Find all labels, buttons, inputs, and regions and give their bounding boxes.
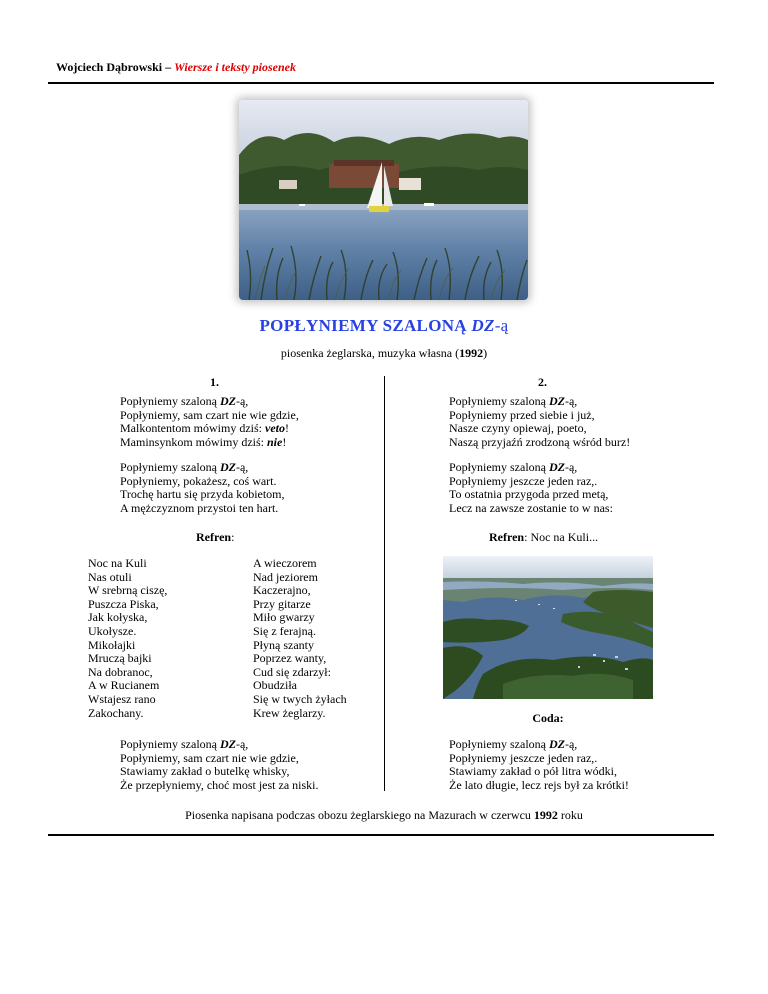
header-rule bbox=[48, 82, 714, 84]
lyric-line: Popłyniemy przed siebie i już, bbox=[449, 407, 595, 422]
title-suffix: -ą bbox=[494, 316, 509, 335]
column-divider bbox=[384, 376, 385, 791]
refrain-line: Płyną szanty bbox=[253, 637, 314, 652]
lyric-line: Popłyniemy szaloną DZ-ą, bbox=[449, 394, 578, 408]
title-main: POPŁYNIEMY SZALONĄ bbox=[259, 316, 472, 335]
lyric-line: Popłyniemy szaloną DZ-ą, bbox=[449, 737, 578, 751]
refrain-line: Krew żeglarzy. bbox=[253, 705, 326, 720]
lyric-line: To ostatnia przygoda przed metą, bbox=[449, 487, 609, 502]
header-author: Wojciech Dąbrowski – bbox=[56, 60, 175, 74]
refrain-line: Cud się zdarzył: bbox=[253, 664, 331, 679]
song-subtitle bbox=[0, 346, 768, 361]
verse-1-number: 1. bbox=[210, 375, 219, 389]
refrain-line: Obudziła bbox=[253, 678, 297, 693]
refrain-line: Zakochany. bbox=[88, 705, 144, 720]
coda-heading: Coda: bbox=[532, 711, 564, 725]
refrain-line: Noc na Kuli bbox=[88, 556, 147, 570]
footer-rule bbox=[48, 834, 714, 836]
song-title bbox=[0, 316, 768, 336]
footnote-suffix: roku bbox=[557, 808, 583, 822]
final-stanza-left bbox=[120, 738, 319, 792]
lyric-line: Maminsynkom mówimy dziś: nie! bbox=[120, 434, 287, 449]
lyric-line: Popłyniemy szaloną DZ-ą, bbox=[449, 460, 578, 474]
refrain-line: A w Rucianem bbox=[88, 678, 160, 693]
refrain-line: Puszcza Piska, bbox=[88, 596, 159, 611]
refrain-column-1 bbox=[88, 557, 167, 720]
subtitle-suffix: ) bbox=[483, 346, 488, 360]
lyric-line: Że lato długie, lecz rejs był za krótki! bbox=[449, 777, 629, 792]
refrain-line: Jak kołyska, bbox=[88, 610, 148, 625]
subtitle-year: 1992 bbox=[459, 346, 484, 360]
refrain-line: Mikołajki bbox=[88, 637, 136, 652]
verse-2-stanza-a bbox=[449, 395, 630, 449]
coda-stanza bbox=[449, 738, 629, 792]
refrain-line: Na dobranoc, bbox=[88, 664, 153, 679]
subtitle-prefix: piosenka żeglarska, muzyka własna ( bbox=[280, 346, 460, 360]
refrain-line: Przy gitarze bbox=[253, 596, 311, 611]
refrain-line: Ukołysze. bbox=[88, 623, 137, 638]
refrain-column-2 bbox=[253, 557, 347, 720]
refrain-line: Poprzez wanty, bbox=[253, 651, 327, 666]
lyric-line: Popłyniemy, sam czart nie wie gdzie, bbox=[120, 407, 299, 422]
lyric-line: Popłyniemy szaloną DZ-ą, bbox=[120, 460, 249, 474]
lyric-line: Nasze czyny opiewaj, poeto, bbox=[449, 421, 587, 436]
verse-2-stanza-b bbox=[449, 461, 613, 515]
lyric-line: Naszą przyjaźń zrodzoną wśród burz! bbox=[449, 434, 631, 449]
refrain-line: Się w twych żyłach bbox=[253, 691, 347, 706]
title-boat: DZ bbox=[471, 316, 495, 335]
lyric-line: Popłyniemy, pokażesz, coś wart. bbox=[120, 473, 277, 488]
refrain-line: Mruczą bajki bbox=[88, 651, 152, 666]
lyric-line: Trochę hartu się przyda kobietom, bbox=[120, 487, 285, 502]
footnote-text: Piosenka napisana podczas obozu żeglarskiego na Mazurach w czerwcu bbox=[185, 808, 534, 822]
refrain-heading-left: Refren: bbox=[196, 530, 235, 544]
lyric-line: Lecz na zawsze zostanie to w nas: bbox=[449, 500, 613, 515]
refrain-heading-right: Refren: Noc na Kuli... bbox=[489, 530, 599, 544]
page-header bbox=[56, 60, 296, 75]
verse-1-stanza-a bbox=[120, 395, 299, 449]
lyric-line: Popłyniemy jeszcze jeden raz,. bbox=[449, 750, 598, 765]
refrain-line: A wieczorem bbox=[253, 556, 317, 570]
verse-1-stanza-b bbox=[120, 461, 285, 515]
lyric-line: Popłyniemy szaloną DZ-ą, bbox=[120, 394, 249, 408]
lyric-line: Popłyniemy szaloną DZ-ą, bbox=[120, 737, 249, 751]
lyric-line: Stawiamy zakład o butelkę whisky, bbox=[120, 764, 290, 779]
footnote-year: 1992 bbox=[533, 808, 558, 822]
refrain-line: Wstajesz rano bbox=[88, 691, 156, 706]
lyric-line: Malkontentom mówimy dziś: veto! bbox=[120, 421, 289, 436]
refrain-line: Się z ferajną. bbox=[253, 623, 316, 638]
song-footnote bbox=[0, 808, 768, 823]
lyric-line: A mężczyznom przystoi ten hart. bbox=[120, 500, 279, 515]
aerial-lake-photo bbox=[443, 556, 653, 699]
lake-sailboat-photo bbox=[239, 100, 528, 300]
lyric-line: Stawiamy zakład o pół litra wódki, bbox=[449, 764, 617, 779]
refrain-line: Nad jeziorem bbox=[253, 569, 318, 584]
lyric-line: Popłyniemy jeszcze jeden raz,. bbox=[449, 473, 598, 488]
lyric-line: Że przepłyniemy, choć most jest za niski. bbox=[120, 777, 319, 792]
refrain-line: Nas otuli bbox=[88, 569, 132, 584]
verse-2-number: 2. bbox=[538, 375, 547, 389]
refrain-line: W srebrną ciszę, bbox=[88, 583, 168, 598]
lyric-line: Popłyniemy, sam czart nie wie gdzie, bbox=[120, 750, 299, 765]
refrain-line: Kaczerajno, bbox=[253, 583, 311, 598]
header-collection: Wiersze i teksty piosenek bbox=[174, 60, 296, 74]
refrain-line: Miło gwarzy bbox=[253, 610, 315, 625]
